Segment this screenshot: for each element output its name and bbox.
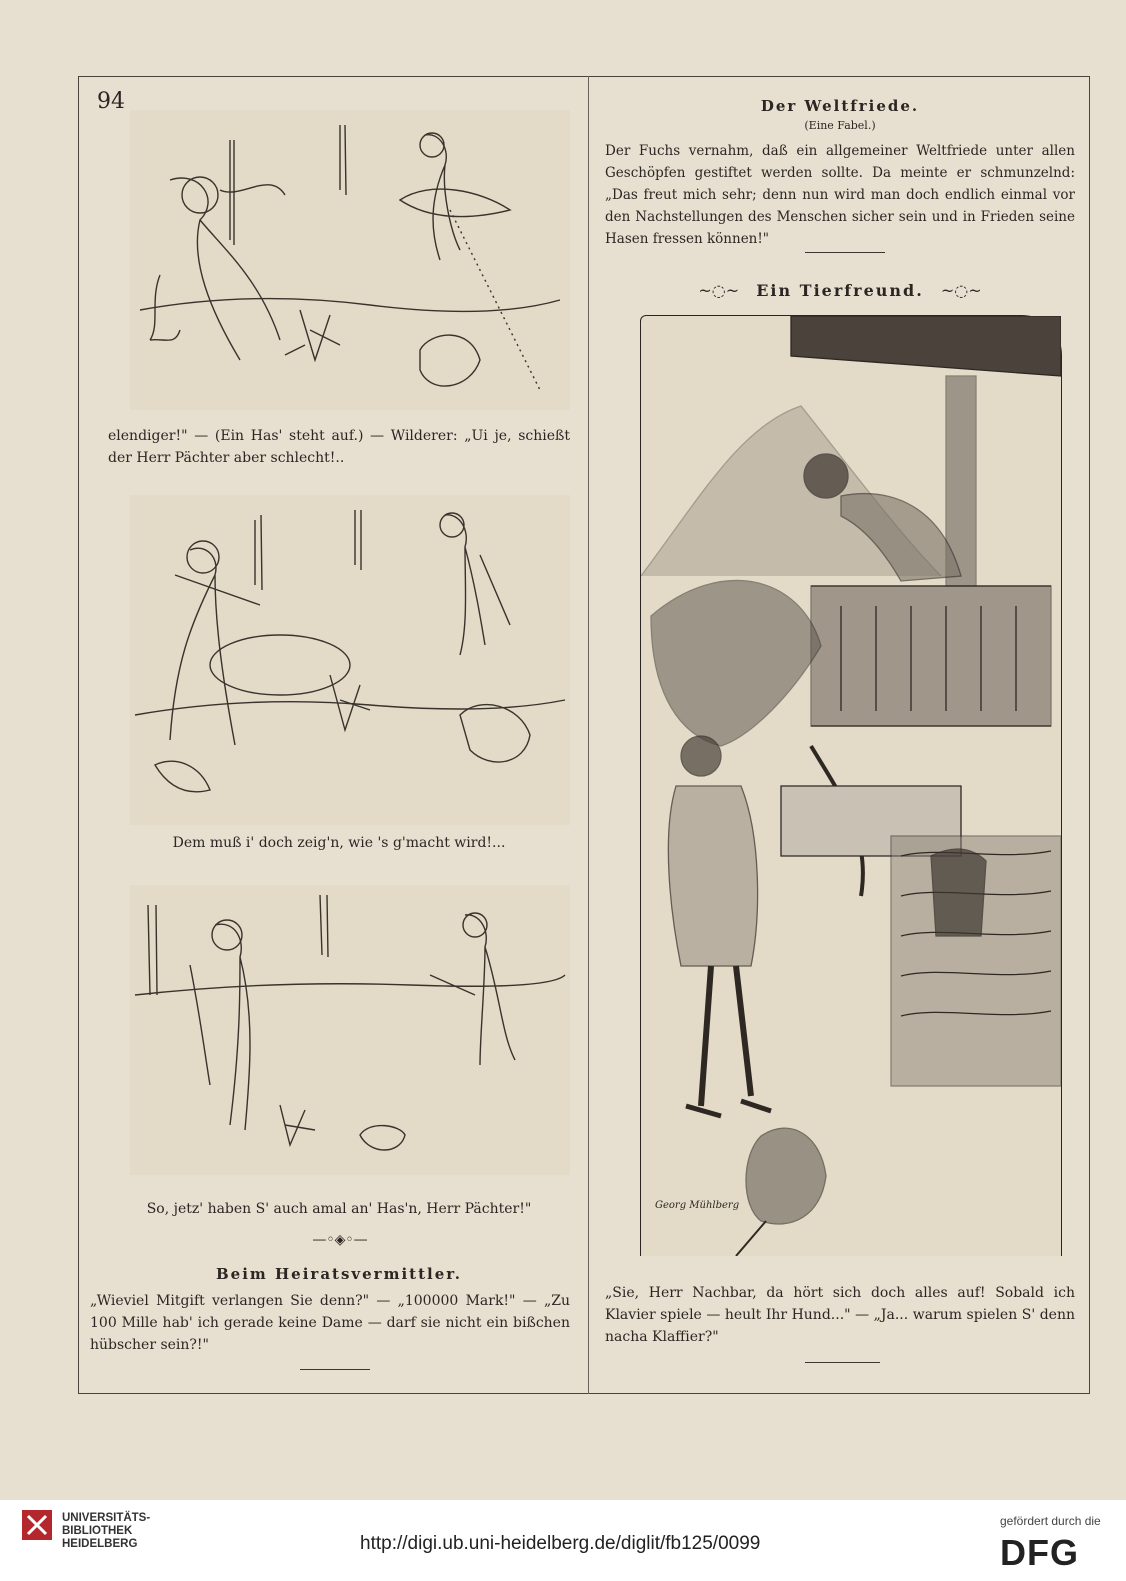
caption-poacher-3: So, jetz' haben S' auch amal an' Has'n, Herr Pächter!" (146, 1201, 532, 1217)
ornament-divider-left: —◦◈◦— (312, 1232, 368, 1248)
caption-poacher-1: elendiger!" — (Ein Has' steht auf.) — Wilderer: „Ui je, schießt der Herr Pächter aber schlecht!.. (108, 428, 570, 466)
illustration-poacher-3 (130, 885, 570, 1175)
illustration-signature: Georg Mühlberg (655, 1200, 740, 1211)
flourish-right: ~◌~ (940, 281, 982, 300)
page-number: 94 (97, 89, 125, 114)
library-name-line3: HEIDELBERG (62, 1538, 138, 1550)
poacher-scene-3-drawing (130, 885, 570, 1175)
column-divider (588, 76, 589, 1394)
fable-end-rule (805, 252, 885, 253)
flourish-left: ~◌~ (698, 281, 740, 300)
caption-end-rule (805, 1362, 880, 1363)
fable-subtitle: (Eine Fabel.) (804, 119, 876, 132)
footer-bar (0, 1500, 1126, 1581)
joke-title: Beim Heiratsvermittler. (215, 1265, 462, 1283)
poacher-scene-1-drawing (130, 110, 570, 410)
section-title-row (605, 280, 1075, 302)
library-name (62, 1512, 150, 1551)
fable-title: Der Weltfriede. (760, 97, 920, 115)
university-logo-icon (18, 1506, 56, 1544)
illustration-poacher-1 (130, 110, 570, 410)
tierfreund-caption: „Sie, Herr Nachbar, da hört sich doch alles auf! Sobald ich Klavier spiele — heult Ihr Hund..." — „Ja... warum spielen S' denn nacha Klaffier?" (605, 1285, 1075, 1345)
illustration-poacher-2 (130, 495, 570, 825)
balcony-scene-drawing (641, 316, 1061, 1256)
section-title: Ein Tierfreund. (756, 281, 924, 300)
permalink-url[interactable]: http://digi.ub.uni-heidelberg.de/diglit/fb125/0099 (360, 1533, 761, 1554)
joke-body: „Wieviel Mitgift verlangen Sie denn?" — „100000 Mark!" — „Zu 100 Mille hab' ich gerade keine Dame — darf sie nicht ein bißchen hübscher sein?!" (90, 1293, 570, 1353)
sponsor-label: gefördert durch die (1000, 1514, 1101, 1528)
poacher-scene-2-drawing (130, 495, 570, 825)
illustration-tierfreund (640, 315, 1062, 1256)
caption-poacher-2: Dem muß i' doch zeig'n, wie 's g'macht wird!... (172, 835, 506, 851)
dfg-logo: DFG (1000, 1532, 1079, 1573)
library-name-line2: BIBLIOTHEK (62, 1525, 133, 1537)
library-name-line1: UNIVERSITÄTS- (62, 1512, 151, 1524)
joke-end-rule (300, 1369, 370, 1370)
fable-body: Der Fuchs vernahm, daß ein allgemeiner Weltfriede unter allen Geschöpfen gestiftet werden sollte. Da meinte er schmunzelnd: „Das freut mich sehr; denn nun wird man doch endlich einmal vor den Nachstellungen des Menschen sicher sein und in Frieden seine Hasen fressen können!" (605, 143, 1075, 247)
